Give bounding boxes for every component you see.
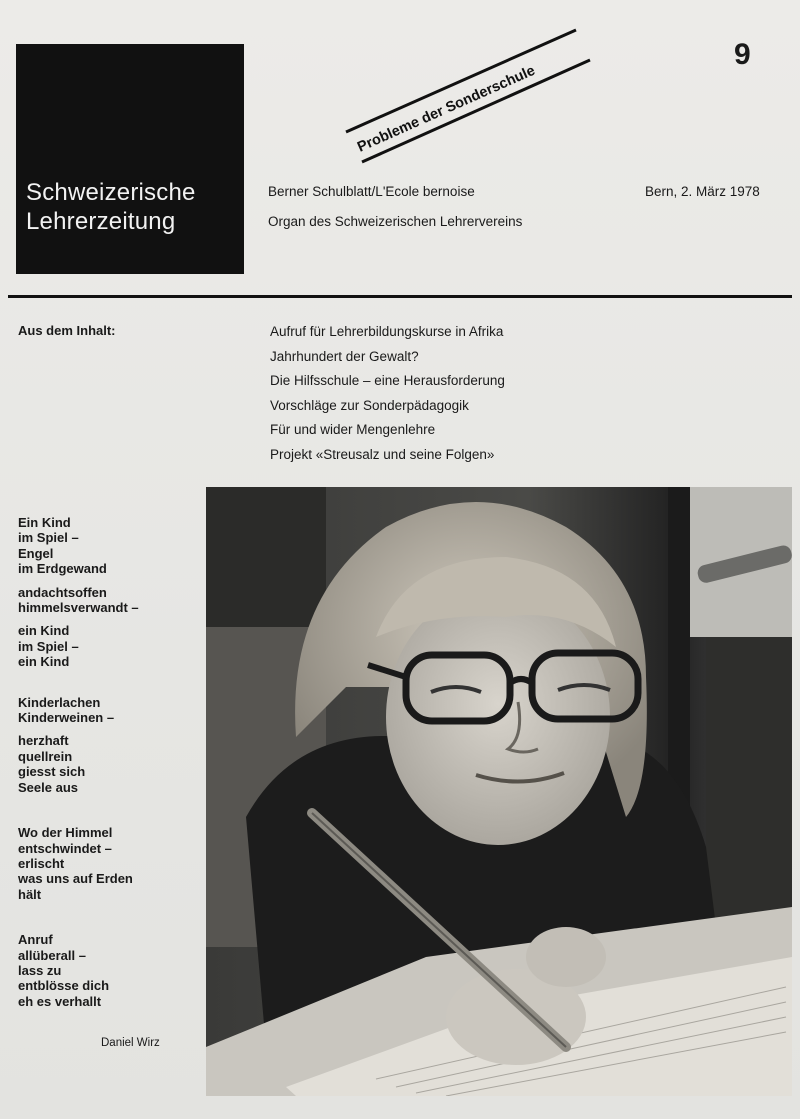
poem-line: entschwindet – bbox=[18, 840, 112, 856]
poem-line: was uns auf Erden bbox=[18, 871, 133, 887]
poem-line: allüberall – bbox=[18, 947, 86, 963]
masthead-logo-block bbox=[16, 44, 244, 274]
poem-stanza bbox=[18, 623, 193, 669]
poem-stanza bbox=[18, 825, 193, 902]
poem-stanza bbox=[18, 695, 193, 726]
cover-photo bbox=[206, 487, 792, 1096]
poem-line: giesst sich bbox=[18, 764, 86, 780]
publication-subtitle: Berner Schulblatt/L'Ecole bernoise bbox=[268, 184, 475, 199]
topic-banner-text: Probleme der Sonderschule bbox=[355, 62, 538, 156]
contents-item: Die Hilfsschule – eine Herausforderung bbox=[270, 373, 505, 389]
poem-line: ein Kind bbox=[18, 654, 70, 670]
poem-line: im Spiel – bbox=[18, 638, 79, 654]
masthead-title bbox=[26, 178, 196, 236]
publication-organ: Organ des Schweizerischen Lehrervereins bbox=[268, 214, 523, 229]
contents-label: Aus dem Inhalt: bbox=[18, 323, 116, 338]
poem-line: Kinderweinen – bbox=[18, 710, 115, 726]
poem-line: Kinderlachen bbox=[18, 694, 101, 710]
poem-line: andachtsoffen bbox=[18, 584, 107, 600]
contents-item: Für und wider Mengenlehre bbox=[270, 422, 436, 438]
poem-line: Engel bbox=[18, 545, 54, 561]
poem-line: herzhaft bbox=[18, 733, 69, 749]
poem-line: eh es verhallt bbox=[18, 993, 102, 1009]
contents-item: Projekt «Streusalz und seine Folgen» bbox=[270, 446, 495, 462]
poem-stanza bbox=[18, 515, 193, 577]
contents-item: Vorschläge zur Sonderpädagogik bbox=[270, 397, 469, 413]
issue-date: Bern, 2. März 1978 bbox=[645, 184, 760, 199]
poem-line: entblösse dich bbox=[18, 978, 110, 994]
masthead-title-line2: Lehrerzeitung bbox=[26, 208, 176, 235]
poem-line: Ein Kind bbox=[18, 515, 71, 530]
poem-author: Daniel Wirz bbox=[101, 1037, 160, 1049]
topic-banner bbox=[340, 26, 600, 166]
header-divider bbox=[8, 295, 792, 298]
poem bbox=[18, 515, 193, 1017]
poem-line: Wo der Himmel bbox=[18, 825, 113, 841]
poem-line: lass zu bbox=[18, 962, 62, 978]
poem-stanza bbox=[18, 932, 193, 1009]
poem-line: Seele aus bbox=[18, 779, 78, 795]
issue-number: 9 bbox=[734, 38, 751, 71]
poem-line: hält bbox=[18, 886, 42, 902]
poem-line: ein Kind bbox=[18, 623, 70, 639]
poem-line: erlischt bbox=[18, 855, 65, 871]
poem-line: himmelsverwandt – bbox=[18, 600, 139, 616]
poem-line: Anruf bbox=[18, 932, 53, 948]
masthead-title-line1: Schweizerische bbox=[26, 179, 196, 206]
poem-stanza bbox=[18, 733, 193, 795]
poem-stanza bbox=[18, 585, 193, 616]
poem-line: im Spiel – bbox=[18, 530, 79, 546]
contents-item: Jahrhundert der Gewalt? bbox=[270, 348, 419, 364]
poem-line: im Erdgewand bbox=[18, 561, 107, 577]
poem-line: quellrein bbox=[18, 748, 73, 764]
contents-list bbox=[270, 324, 505, 472]
contents-item: Aufruf für Lehrerbildungskurse in Afrika bbox=[270, 324, 504, 339]
